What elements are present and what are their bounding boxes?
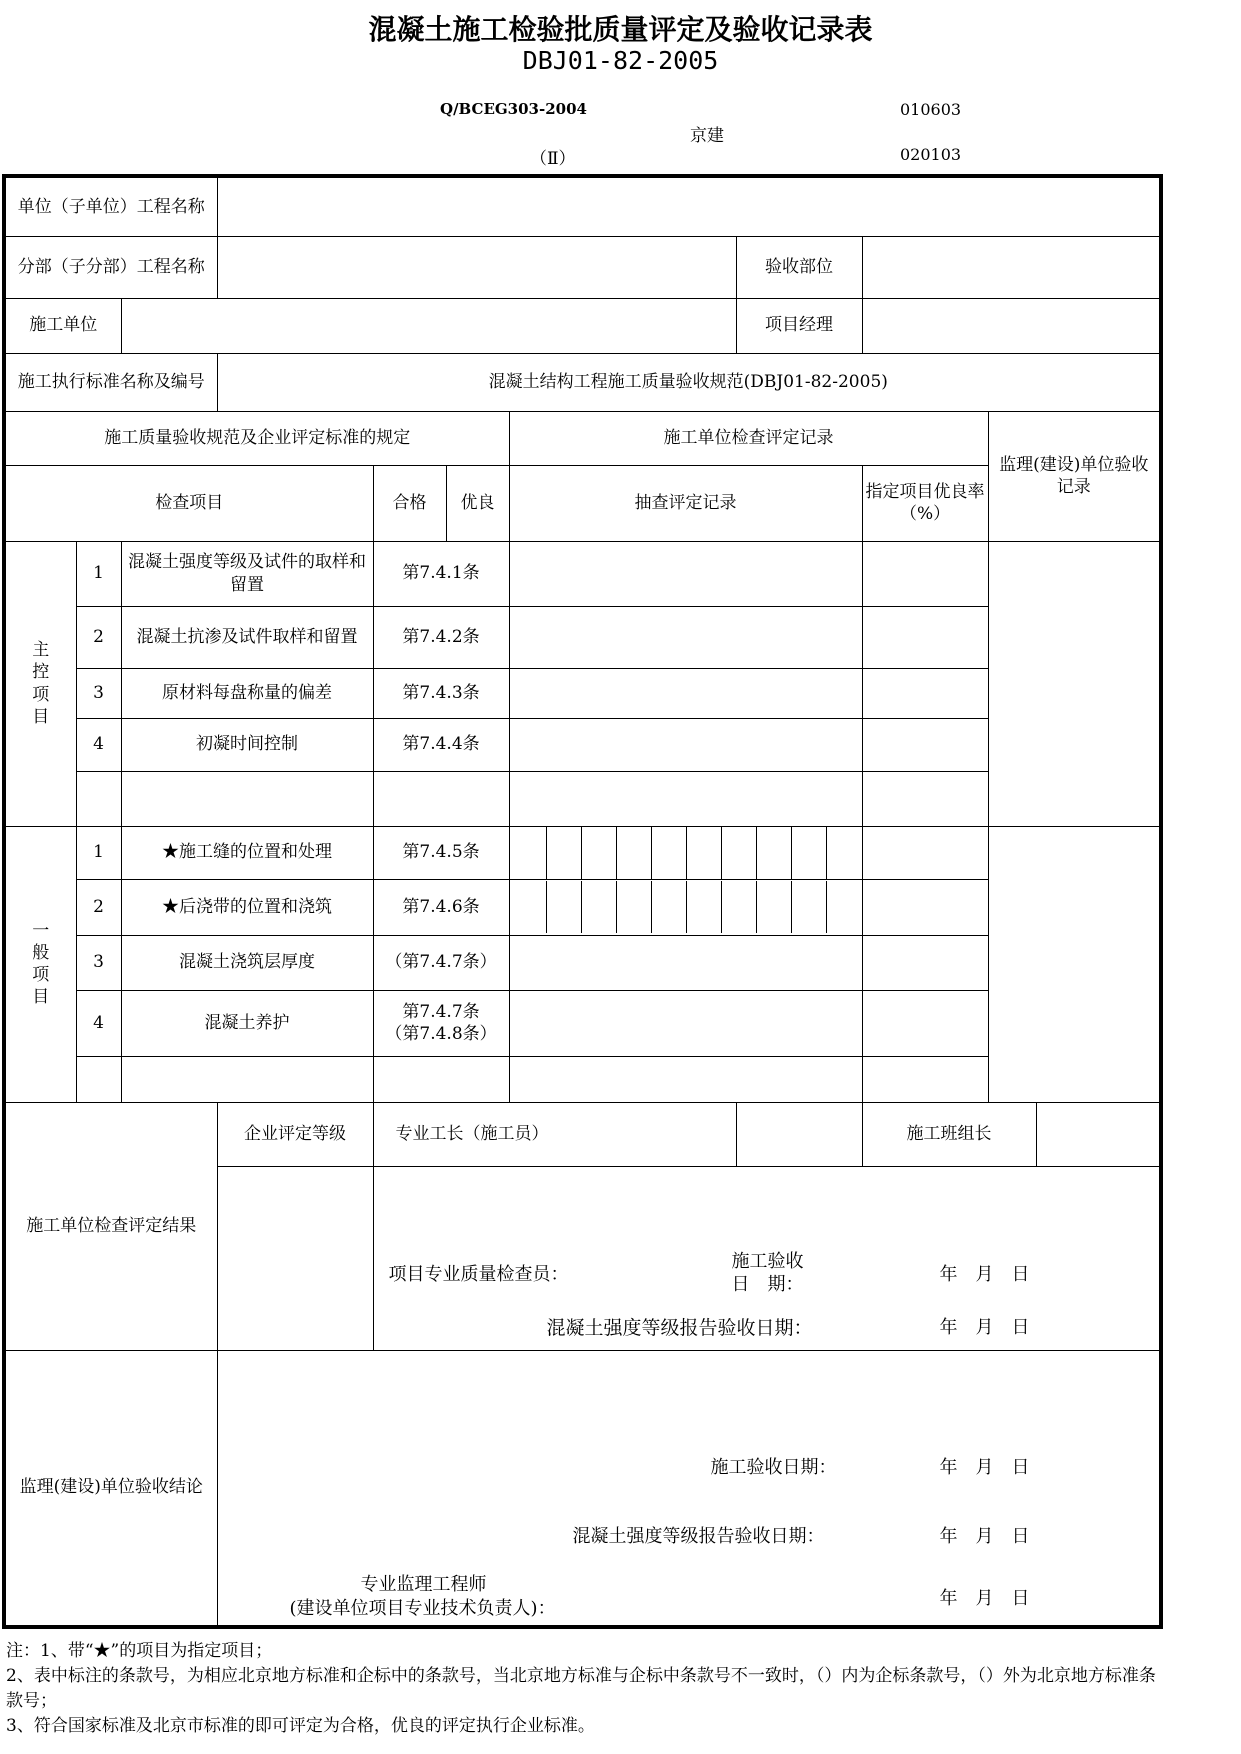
item-clause: 第7.4.1条 xyxy=(373,541,509,606)
acceptance-date-field[interactable]: 年 月 日 xyxy=(939,1263,1030,1285)
item-name: ★施工缝的位置和处理 xyxy=(121,826,373,879)
record-form-table xyxy=(2,174,1163,1629)
team-leader-field[interactable] xyxy=(1036,1102,1161,1166)
construction-unit-label: 施工单位 xyxy=(4,298,121,353)
team-leader-label: 施工班组长 xyxy=(862,1102,1036,1166)
grade-field[interactable] xyxy=(217,1166,373,1350)
rate-field[interactable] xyxy=(862,826,988,879)
rate-field[interactable] xyxy=(862,879,988,935)
footnotes xyxy=(6,1639,1156,1739)
construction-unit-row xyxy=(4,298,1161,353)
item-no: 1 xyxy=(76,826,121,879)
sampling-field[interactable] xyxy=(509,541,862,606)
main-control-label: 主 控 项 目 xyxy=(4,541,76,826)
sub-project-field[interactable] xyxy=(217,236,736,298)
pass-header: 合格 xyxy=(373,465,446,541)
foreman-field[interactable] xyxy=(736,1102,862,1166)
rate-field[interactable] xyxy=(862,606,988,668)
item-no: 3 xyxy=(76,935,121,990)
item-clause: （第7.4.7条） xyxy=(373,935,509,990)
footnote-2: 2、表中标注的条款号，为相应北京地方标准和企标中的条款号，当北京地方标准与企标中条款号不一致时，（）内为企标条款号，（）外为北京地方标准条款号； xyxy=(6,1666,1156,1711)
supervisor-header: 监理(建设)单位验收记录 xyxy=(988,411,1161,541)
supervision-label: 监理(建设)单位验收结论 xyxy=(4,1350,217,1627)
main-supervisor-field[interactable] xyxy=(988,541,1161,826)
point-cell[interactable] xyxy=(547,881,582,933)
sampling-field[interactable] xyxy=(509,1056,862,1102)
rate-field[interactable] xyxy=(862,541,988,606)
acceptance-part-label: 验收部位 xyxy=(736,236,862,298)
sup-acceptance-date-field[interactable]: 年 月 日 xyxy=(939,1456,1030,1478)
acceptance-part-field[interactable] xyxy=(862,236,1161,298)
item-no: 4 xyxy=(76,718,121,771)
form-subtitle: DBJ01-82-2005 xyxy=(522,46,719,75)
rate-field[interactable] xyxy=(862,718,988,771)
sup-strength-date-label: 混凝土强度等级报告验收日期： xyxy=(572,1525,825,1547)
item-name: 初凝时间控制 xyxy=(121,718,373,771)
point-cell[interactable] xyxy=(687,881,722,933)
point-cell[interactable] xyxy=(510,827,547,879)
header-row-1 xyxy=(4,411,1161,465)
item-name: 混凝土养护 xyxy=(121,990,373,1056)
spec-header: 施工质量验收规范及企业评定标准的规定 xyxy=(4,411,509,465)
footnote-3: 3、符合国家标准及北京市标准的即可评定为合格，优良的评定执行企业标准。 xyxy=(6,1716,595,1736)
rate-field[interactable] xyxy=(862,935,988,990)
strength-date-field[interactable]: 年 月 日 xyxy=(939,1316,1030,1338)
inspector-label: 项目专业质量检查员： xyxy=(388,1263,569,1285)
main-item-row-empty xyxy=(4,771,1161,826)
sampling-field[interactable] xyxy=(509,990,862,1056)
item-clause: 第7.4.6条 xyxy=(373,879,509,935)
sup-acceptance-date-label: 施工验收日期： xyxy=(710,1456,837,1478)
item-no: 4 xyxy=(76,990,121,1056)
item-name: 原材料每盘称量的偏差 xyxy=(121,668,373,718)
point-cell[interactable] xyxy=(792,881,827,933)
grade-label: 企业评定等级 xyxy=(217,1102,373,1166)
point-cell[interactable] xyxy=(547,827,582,879)
foreman-label: 专业工长（施工员） xyxy=(373,1102,736,1166)
jingjian-label: 京建 xyxy=(690,126,724,146)
point-cell[interactable] xyxy=(722,827,757,879)
supervision-signature-area xyxy=(217,1350,1161,1627)
sub-project-row xyxy=(4,236,1161,298)
result-signature-area xyxy=(373,1166,1161,1350)
roman-numeral: （Ⅱ） xyxy=(530,149,576,169)
standard-value: 混凝土结构工程施工质量验收规范(DBJ01-82-2005) xyxy=(217,353,1161,411)
sampling-field[interactable] xyxy=(509,668,862,718)
rate-field[interactable] xyxy=(862,990,988,1056)
supervision-row xyxy=(4,1350,1161,1627)
unit-project-row xyxy=(4,176,1161,236)
point-cell[interactable] xyxy=(757,881,792,933)
engineer-date-field[interactable]: 年 月 日 xyxy=(939,1587,1030,1609)
point-cell[interactable] xyxy=(687,827,722,879)
item-no-empty[interactable] xyxy=(76,771,121,826)
excellent-header: 优良 xyxy=(446,465,509,541)
code-top: 010603 xyxy=(900,100,962,119)
point-cell[interactable] xyxy=(582,881,617,933)
point-cell[interactable] xyxy=(510,881,547,933)
header-row-2 xyxy=(4,465,1161,541)
point-cell[interactable] xyxy=(827,881,861,933)
rate-field[interactable] xyxy=(862,771,988,826)
sampling-point-grid xyxy=(509,879,862,935)
acceptance-date-label-a: 施工验收 xyxy=(731,1250,804,1272)
code-bottom: 020103 xyxy=(900,145,962,164)
rate-field[interactable] xyxy=(862,1056,988,1102)
point-cell[interactable] xyxy=(757,827,792,879)
item-clause: 第7.4.4条 xyxy=(373,718,509,771)
item-clause: 第7.4.5条 xyxy=(373,826,509,879)
sup-strength-date-field[interactable]: 年 月 日 xyxy=(939,1525,1030,1547)
general-item-row-1 xyxy=(4,826,1161,879)
acceptance-date-label-b: 日 期： xyxy=(731,1273,804,1295)
item-name: 混凝土抗渗及试件取样和留置 xyxy=(121,606,373,668)
result-row-1 xyxy=(4,1102,1161,1166)
point-cell[interactable] xyxy=(827,827,861,879)
point-cell[interactable] xyxy=(617,827,652,879)
item-no-empty[interactable] xyxy=(76,1056,121,1102)
item-name: 混凝土浇筑层厚度 xyxy=(121,935,373,990)
result-label: 施工单位检查评定结果 xyxy=(4,1102,217,1350)
main-item-row-4 xyxy=(4,718,1161,771)
item-no: 3 xyxy=(76,668,121,718)
item-no: 2 xyxy=(76,879,121,935)
point-cell[interactable] xyxy=(652,881,687,933)
unit-project-field[interactable] xyxy=(217,176,1161,236)
check-record-header: 施工单位检查评定记录 xyxy=(509,411,988,465)
sampling-header: 抽查评定记录 xyxy=(509,465,862,541)
item-no: 2 xyxy=(76,606,121,668)
standard-label: 施工执行标准名称及编号 xyxy=(4,353,217,411)
project-manager-label: 项目经理 xyxy=(736,298,862,353)
sampling-field[interactable] xyxy=(509,718,862,771)
construction-unit-field[interactable] xyxy=(121,298,736,353)
strength-date-label: 混凝土强度等级报告验收日期： xyxy=(546,1316,813,1339)
sub-project-label: 分部（子分部）工程名称 xyxy=(4,236,217,298)
general-label: 一 般 项 目 xyxy=(4,826,76,1102)
engineer-label-b: (建设单位项目专业技术负责人)： xyxy=(289,1597,556,1619)
item-name: ★后浇带的位置和浇筑 xyxy=(121,879,373,935)
item-header: 检查项目 xyxy=(4,465,373,541)
item-no: 1 xyxy=(76,541,121,606)
unit-project-label: 单位（子单位）工程名称 xyxy=(4,176,217,236)
footnote-1: 注：1、带“★”的项目为指定项目； xyxy=(6,1641,273,1661)
engineer-label-a: 专业监理工程师 xyxy=(360,1573,487,1595)
point-cell[interactable] xyxy=(652,827,687,879)
standard-code: Q/BCEG303-2004 xyxy=(440,100,587,118)
item-clause: 第7.4.7条 （第7.4.8条） xyxy=(373,990,509,1056)
general-item-row-2 xyxy=(4,879,1161,935)
sampling-field[interactable] xyxy=(509,935,862,990)
form-title: 混凝土施工检验批质量评定及验收记录表 xyxy=(368,13,873,46)
main-item-row-3 xyxy=(4,668,1161,718)
sampling-field[interactable] xyxy=(509,771,862,826)
main-item-row-1 xyxy=(4,541,1161,606)
point-cell[interactable] xyxy=(582,827,617,879)
project-manager-field[interactable] xyxy=(862,298,1161,353)
sampling-point-grid xyxy=(509,826,862,879)
sampling-field[interactable] xyxy=(509,606,862,668)
item-clause-empty[interactable] xyxy=(373,1056,509,1102)
general-item-row-empty xyxy=(4,1056,1161,1102)
item-name: 混凝土强度等级及试件的取样和留置 xyxy=(121,541,373,606)
point-cell[interactable] xyxy=(617,881,652,933)
item-name-empty[interactable] xyxy=(121,771,373,826)
rate-header: 指定项目优良率（%） xyxy=(862,465,988,541)
item-name-empty[interactable] xyxy=(121,1056,373,1102)
point-cell[interactable] xyxy=(722,881,757,933)
general-item-row-3 xyxy=(4,935,1161,990)
general-supervisor-field[interactable] xyxy=(988,826,1161,1102)
rate-field[interactable] xyxy=(862,668,988,718)
item-clause: 第7.4.3条 xyxy=(373,668,509,718)
point-cell[interactable] xyxy=(792,827,827,879)
item-clause-empty[interactable] xyxy=(373,771,509,826)
standard-row xyxy=(4,353,1161,411)
item-clause: 第7.4.2条 xyxy=(373,606,509,668)
general-item-row-4 xyxy=(4,990,1161,1056)
main-item-row-2 xyxy=(4,606,1161,668)
